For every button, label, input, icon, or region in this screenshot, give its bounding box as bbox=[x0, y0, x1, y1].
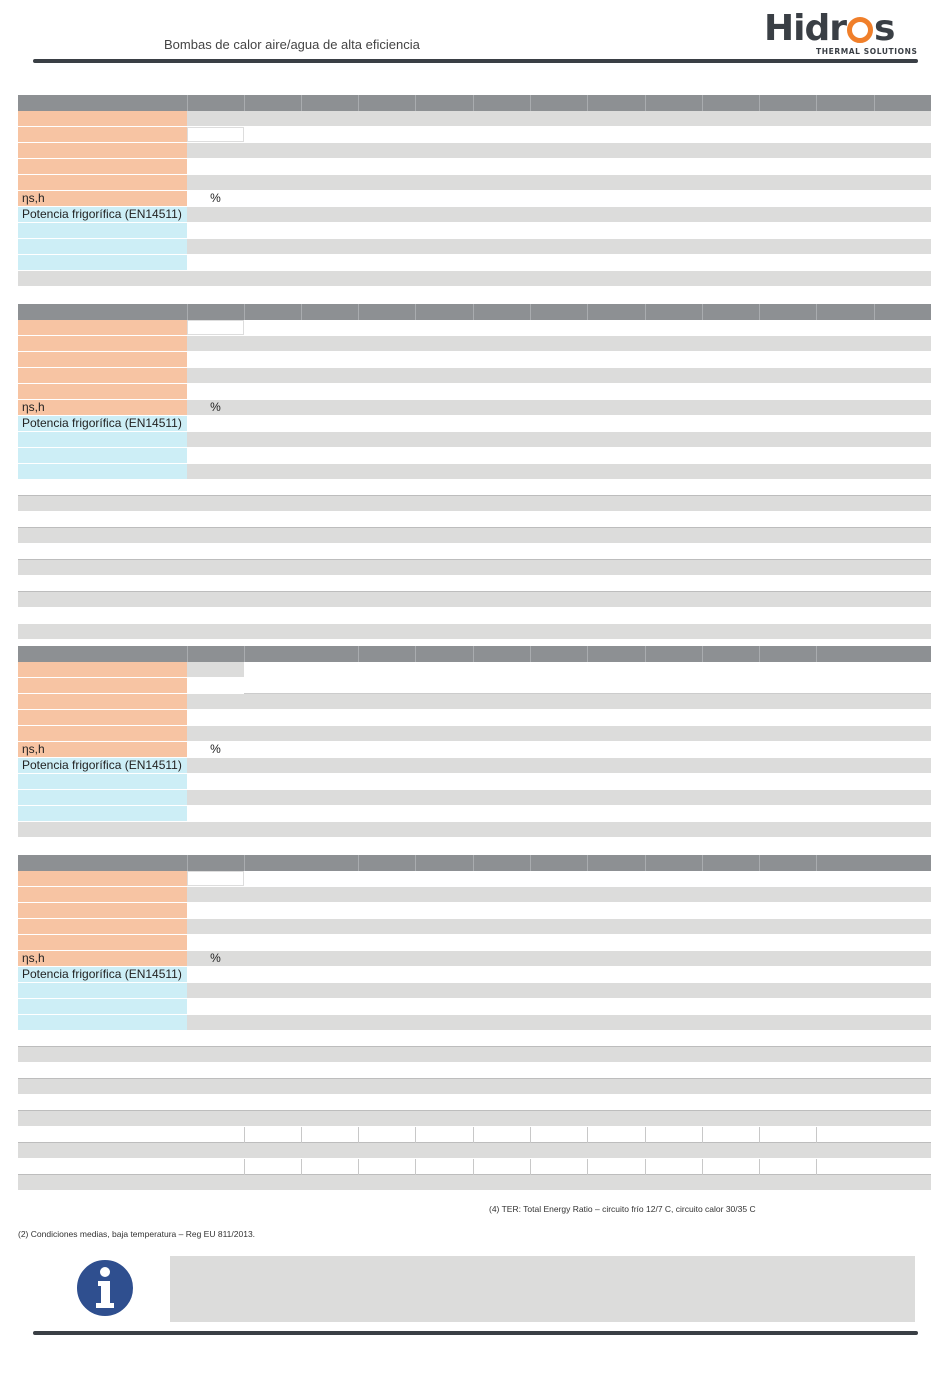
header-rule bbox=[33, 59, 918, 63]
table-row bbox=[18, 951, 931, 967]
table-header bbox=[18, 95, 931, 111]
table-row bbox=[18, 1111, 931, 1127]
spec-table-1 bbox=[18, 95, 931, 287]
table-row bbox=[18, 191, 931, 207]
table-row bbox=[18, 544, 931, 560]
table-row bbox=[18, 1079, 931, 1095]
table-row bbox=[18, 352, 931, 368]
info-box bbox=[170, 1256, 915, 1322]
table-row bbox=[18, 480, 931, 496]
table-row bbox=[18, 1063, 931, 1079]
table-row bbox=[18, 1127, 931, 1143]
table-row bbox=[18, 758, 931, 774]
table-row bbox=[18, 111, 931, 127]
table-row bbox=[18, 662, 931, 678]
spec-table-3 bbox=[18, 646, 931, 838]
table-row bbox=[18, 400, 931, 416]
table-row bbox=[18, 1031, 931, 1047]
footnote-2: (2) Condiciones medias, baja temperatura – Reg EU 811/2013. bbox=[18, 1229, 256, 1239]
row-label: ηs,h bbox=[18, 742, 187, 757]
table-row bbox=[18, 1095, 931, 1111]
row-label: ηs,h bbox=[18, 191, 187, 206]
footer-rule bbox=[33, 1331, 918, 1335]
table-row bbox=[18, 384, 931, 400]
row-label: ηs,h bbox=[18, 951, 187, 966]
table-row bbox=[18, 742, 931, 758]
spec-table-2 bbox=[18, 304, 931, 640]
table-row bbox=[18, 1159, 931, 1175]
page-subtitle: Bombas de calor aire/agua de alta eficiencia bbox=[164, 37, 420, 52]
table-row bbox=[18, 774, 931, 790]
table-header bbox=[18, 646, 931, 662]
table-row bbox=[18, 127, 931, 143]
table-row bbox=[18, 207, 931, 223]
table-row bbox=[18, 967, 931, 983]
table-header bbox=[18, 304, 931, 320]
table-row bbox=[18, 871, 931, 887]
table-row bbox=[18, 416, 931, 432]
table-row bbox=[18, 159, 931, 175]
row-label: Potencia frigorífica (EN14511) bbox=[18, 967, 187, 982]
table-row bbox=[18, 726, 931, 742]
table-row bbox=[18, 1047, 931, 1063]
table-row bbox=[18, 448, 931, 464]
table-row bbox=[18, 320, 931, 336]
table-row bbox=[18, 496, 931, 512]
table-row bbox=[18, 432, 931, 448]
table-row bbox=[18, 464, 931, 480]
table-header bbox=[18, 855, 931, 871]
table-row bbox=[18, 143, 931, 159]
table-row bbox=[18, 239, 931, 255]
table-row bbox=[18, 1143, 931, 1159]
table-row bbox=[18, 887, 931, 903]
row-label: Potencia frigorífica (EN14511) bbox=[18, 758, 187, 773]
row-unit: % bbox=[187, 191, 244, 206]
spec-table-4 bbox=[18, 855, 931, 1191]
table-row bbox=[18, 1015, 931, 1031]
table-row bbox=[18, 608, 931, 624]
row-unit: % bbox=[187, 742, 244, 757]
row-label: Potencia frigorífica (EN14511) bbox=[18, 207, 187, 222]
info-icon bbox=[74, 1257, 136, 1319]
table-row bbox=[18, 175, 931, 191]
row-unit: % bbox=[187, 951, 244, 966]
logo-tagline: THERMAL SOLUTIONS bbox=[816, 47, 918, 56]
table-row bbox=[18, 694, 931, 710]
table-row bbox=[18, 528, 931, 544]
table-row bbox=[18, 368, 931, 384]
table-row bbox=[18, 999, 931, 1015]
hidros-logo bbox=[764, 10, 920, 60]
table-row bbox=[18, 1175, 931, 1191]
table-row bbox=[18, 223, 931, 239]
footnote-4: (4) TER: Total Energy Ratio – circuito frío 12/7 C, circuito calor 30/35 C bbox=[489, 1204, 756, 1214]
logo-word: Hidr s bbox=[764, 8, 895, 49]
table-row bbox=[18, 983, 931, 999]
row-label: Potencia frigorífica (EN14511) bbox=[18, 416, 187, 431]
table-row bbox=[18, 255, 931, 271]
row-unit: % bbox=[187, 400, 244, 415]
table-row bbox=[18, 935, 931, 951]
table-row bbox=[18, 806, 931, 822]
row-label: ηs,h bbox=[18, 400, 187, 415]
table-row bbox=[18, 512, 931, 528]
table-row bbox=[18, 790, 931, 806]
table-row bbox=[18, 903, 931, 919]
table-row bbox=[18, 822, 931, 838]
table-row bbox=[18, 624, 931, 640]
table-row bbox=[18, 336, 931, 352]
table-row bbox=[18, 710, 931, 726]
table-row bbox=[18, 678, 931, 694]
table-row bbox=[18, 592, 931, 608]
table-row bbox=[18, 271, 931, 287]
table-row bbox=[18, 560, 931, 576]
table-row bbox=[18, 576, 931, 592]
table-row bbox=[18, 919, 931, 935]
